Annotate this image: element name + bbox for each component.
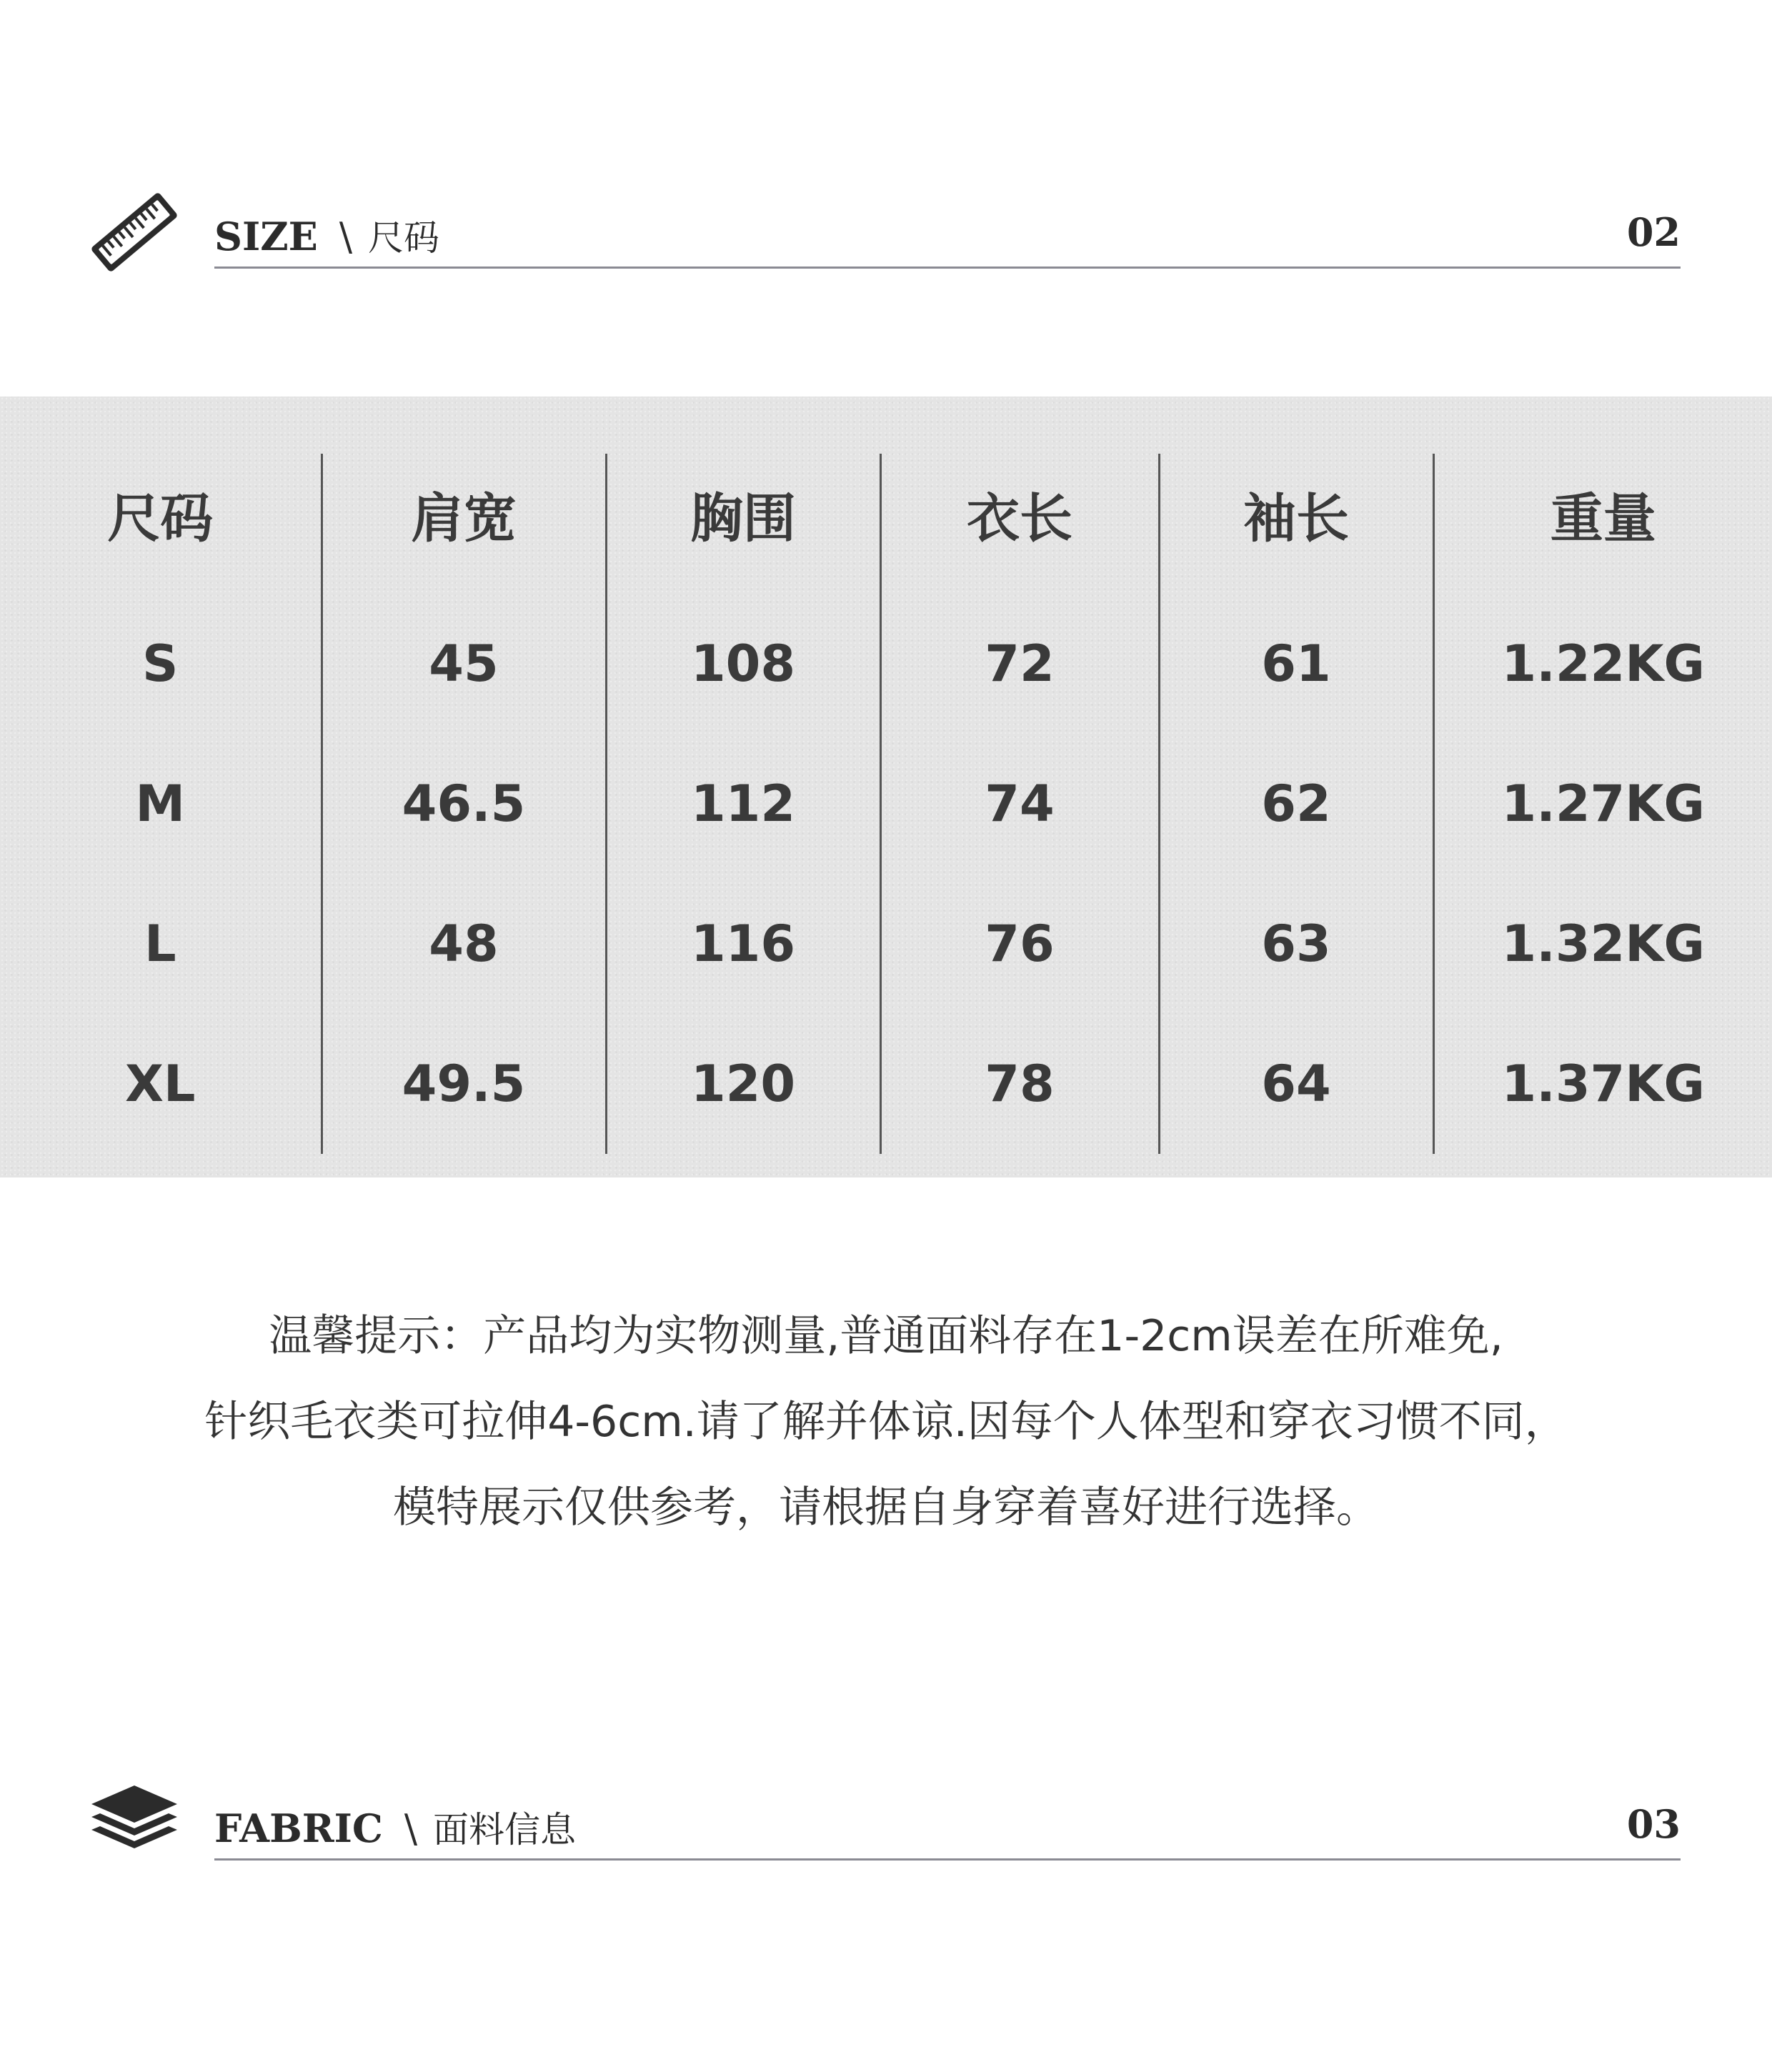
table-cell-weight: 1.32KG bbox=[1433, 874, 1772, 1014]
column-header-sleeve-length: 袖长 bbox=[1159, 454, 1433, 594]
table-cell-chest: 120 bbox=[606, 1014, 880, 1154]
size-notes bbox=[0, 1293, 1772, 1550]
size-title-zh: 尺码 bbox=[368, 217, 440, 259]
fabric-header-divider bbox=[214, 1858, 1681, 1861]
column-header-length: 衣长 bbox=[880, 454, 1159, 594]
notes-line: 温馨提示：产品均为实物测量,普通面料存在1-2cm误差在所难免, bbox=[269, 1311, 1503, 1361]
fabric-title-separator: \ bbox=[404, 1806, 418, 1851]
table-cell-shoulder-width: 45 bbox=[322, 594, 606, 734]
table-cell-size: M bbox=[135, 774, 186, 833]
table-cell-length: 78 bbox=[880, 1014, 1159, 1154]
fabric-title-zh: 面料信息 bbox=[433, 1809, 577, 1851]
fabric-title-en: FABRIC bbox=[214, 1805, 383, 1851]
table-cell-sleeve-length: 61 bbox=[1159, 594, 1433, 734]
table-cell-chest: 108 bbox=[606, 594, 880, 734]
table-cell-weight: 1.37KG bbox=[1433, 1014, 1772, 1154]
size-header-divider bbox=[214, 267, 1681, 269]
table-cell-chest: 112 bbox=[606, 734, 880, 874]
table-cell-chest: 116 bbox=[606, 874, 880, 1014]
fabric-section-number: 03 bbox=[1626, 1801, 1681, 1847]
fabric-section-title bbox=[214, 1801, 576, 1853]
table-cell-size: XL bbox=[124, 1055, 196, 1113]
notes-line: 模特展示仅供参考，请根据自身穿着喜好进行选择。 bbox=[393, 1483, 1379, 1533]
table-cell-size: S bbox=[142, 634, 179, 693]
column-header-weight: 重量 bbox=[1433, 454, 1772, 594]
table-cell-shoulder-width: 49.5 bbox=[322, 1014, 606, 1154]
size-title-en: SIZE bbox=[214, 214, 318, 259]
table-row bbox=[0, 734, 1772, 874]
table-cell-length: 72 bbox=[880, 594, 1159, 734]
ruler-icon bbox=[84, 182, 184, 282]
column-header-chest: 胸围 bbox=[606, 454, 880, 594]
table-cell-length: 76 bbox=[880, 874, 1159, 1014]
size-table bbox=[0, 454, 1772, 1154]
fabric-section-header bbox=[0, 1774, 1772, 1888]
table-row bbox=[0, 594, 1772, 734]
size-table-panel bbox=[0, 397, 1772, 1177]
size-section-title bbox=[214, 209, 439, 261]
layers-icon bbox=[84, 1778, 184, 1878]
table-row bbox=[0, 1014, 1772, 1154]
size-table-header-row bbox=[0, 454, 1772, 594]
table-cell-shoulder-width: 48 bbox=[322, 874, 606, 1014]
notes-line: 针织毛衣类可拉伸4-6cm.请了解并体谅.因每个人体型和穿衣习惯不同， bbox=[204, 1397, 1568, 1447]
size-section-header bbox=[0, 182, 1772, 297]
column-header-size: 尺码 bbox=[107, 488, 214, 549]
size-title-separator: \ bbox=[339, 214, 353, 259]
column-header-shoulder-width: 肩宽 bbox=[322, 454, 606, 594]
size-section-number: 02 bbox=[1626, 209, 1681, 255]
table-row bbox=[0, 874, 1772, 1014]
table-cell-shoulder-width: 46.5 bbox=[322, 734, 606, 874]
table-cell-length: 74 bbox=[880, 734, 1159, 874]
table-cell-sleeve-length: 63 bbox=[1159, 874, 1433, 1014]
table-cell-size: L bbox=[144, 915, 176, 973]
table-cell-sleeve-length: 64 bbox=[1159, 1014, 1433, 1154]
table-cell-sleeve-length: 62 bbox=[1159, 734, 1433, 874]
table-cell-weight: 1.27KG bbox=[1433, 734, 1772, 874]
table-cell-weight: 1.22KG bbox=[1433, 594, 1772, 734]
